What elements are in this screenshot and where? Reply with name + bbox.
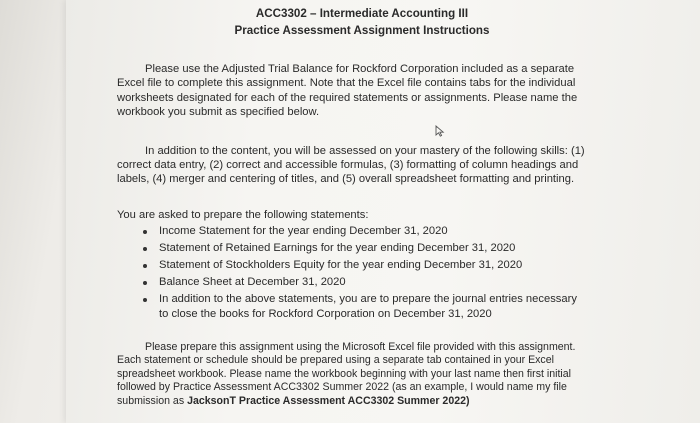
intro-paragraph: Please use the Adjusted Trial Balance for Rockford Corporation included as a separate Excel file to complete this assignment. Note that the Excel file contains tabs for the individual worksheets designated for each of the required statements or assignments. Please name the workbook you submit as specified below. (117, 63, 578, 119)
assignment-title: Practice Assessment Assignment Instructions (234, 24, 490, 37)
closing-paragraph (117, 341, 587, 408)
list-item (139, 241, 587, 255)
list-item-text: Statement of Retained Earnings for the year ending December 31, 2020 (159, 242, 516, 255)
list-item-text: Income Statement for the year ending December 31, 2020 (159, 225, 448, 238)
list-item-text: Statement of Stockholders Equity for the year ending December 31, 2020 (159, 259, 523, 272)
mouse-pointer-icon (435, 125, 445, 137)
statements-list (117, 224, 587, 321)
assignment-instructions (117, 6, 587, 408)
bullet-icon (143, 298, 147, 302)
course-title: ACC3302 – Intermediate Accounting III (255, 7, 469, 20)
bullet-icon (143, 230, 147, 234)
example-filename: JacksonT Practice Assessment ACC3302 Summer 2022) (187, 394, 470, 407)
bullet-icon (143, 247, 147, 251)
bullet-icon (143, 264, 147, 268)
list-item-text: Balance Sheet at December 31, 2020 (159, 276, 346, 289)
list-item-text: In addition to the above statements, you are to prepare the journal entries necessary to close the books for Rockford Corporation on December 31, 2020 (159, 293, 577, 320)
statements-intro: You are asked to prepare the following statements: (117, 208, 369, 221)
list-item (139, 258, 587, 272)
skills-paragraph: In addition to the content, you will be assessed on your mastery of the following skills: (1) correct data entry, (2) correct and accessible formulas, (3) formatting of column headings and labels, (4) merger and centering of titles, and (5) overall spreadsheet formatting and printing. (117, 144, 585, 186)
list-item (139, 292, 587, 321)
list-item (139, 275, 587, 289)
bullet-icon (143, 281, 147, 285)
list-item (139, 224, 587, 238)
closing-text: Please prepare this assignment using the Microsoft Excel file provided with this assignment. Each statement or schedule should be prepared using a separate tab contained in your Excel spreadsheet workbook. Please name the workbook beginning with your last name then first initial followed by Practice Assessment ACC3302 Summer 2022 (as an example, I would name my file submission as (117, 341, 576, 407)
